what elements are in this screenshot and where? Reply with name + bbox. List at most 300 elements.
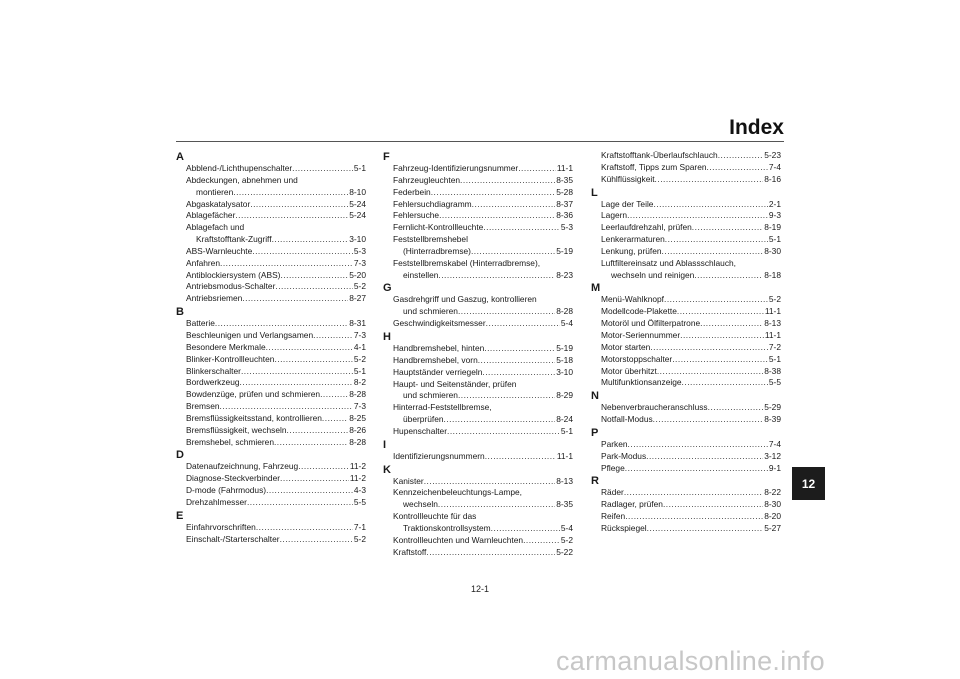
index-entry-page: 5-5 (353, 496, 366, 507)
index-entry[interactable] (591, 451, 781, 463)
index-entry-page: 11-2 (349, 461, 366, 472)
dot-leader (274, 354, 352, 366)
dot-leader (647, 523, 764, 535)
index-entry[interactable] (383, 367, 573, 379)
index-entry-term: Motoröl und Ölfilterpatrone (601, 318, 701, 329)
index-entry-page: 5-1 (768, 353, 781, 364)
index-entry-page: 3-10 (349, 234, 366, 245)
index-entry-page: 5-4 (560, 522, 573, 533)
index-entry-page: 8-23 (556, 269, 573, 280)
index-entry-term: Motorstoppschalter (601, 353, 673, 364)
index-entry-page: 8-13 (764, 318, 781, 329)
dot-leader (320, 389, 348, 401)
index-entry[interactable] (383, 258, 573, 282)
dot-leader (275, 281, 353, 293)
dot-leader (625, 511, 763, 523)
dot-leader (653, 199, 767, 211)
index-entry[interactable] (383, 318, 573, 330)
index-entry-page: 8-18 (764, 269, 781, 280)
index-entry-term: Hauptständer verriegeln (393, 366, 483, 377)
index-entry-page: 3-10 (556, 366, 573, 377)
index-entry-term: Kennzeichenbeleuchtungs-Lampe, (393, 487, 522, 498)
index-entry[interactable] (591, 414, 781, 426)
dot-leader (657, 366, 763, 378)
dot-leader (240, 377, 353, 389)
index-entry-page: 5-28 (556, 186, 573, 197)
index-entry-term: Fernlicht-Kontrollleuchte (393, 222, 484, 233)
index-entry[interactable] (383, 547, 573, 559)
index-entry-page: 5-1 (353, 163, 366, 173)
index-column-2 (383, 150, 573, 558)
index-entry[interactable] (591, 499, 781, 511)
index-entry-page: 5-2 (353, 533, 366, 544)
index-entry-page: 5-1 (768, 234, 781, 245)
index-entry-continuation: und schmieren (403, 390, 458, 401)
index-entry-term: Feststellbremshebel (393, 234, 468, 245)
index-entry-page: 5-1 (353, 365, 366, 376)
index-entry[interactable] (591, 210, 781, 222)
index-entry[interactable] (176, 330, 366, 342)
dot-leader (431, 187, 556, 199)
dot-leader (663, 499, 763, 511)
index-entry-page: 8-22 (764, 487, 781, 498)
index-entry-continuation: montieren (196, 186, 234, 197)
index-entry-page: 8-28 (349, 436, 366, 447)
dot-leader (444, 414, 556, 426)
index-entry-term: Multifunktionsanzeige (601, 377, 682, 388)
dot-leader (523, 535, 560, 547)
index-entry-term: Kraftstofftank-Überlaufschlauch (601, 150, 718, 160)
index-entry[interactable] (591, 402, 781, 414)
index-letter-heading: B (176, 306, 184, 319)
index-entry[interactable] (591, 306, 781, 318)
index-entry-term: Motor-Seriennummer (601, 329, 681, 340)
index-entry[interactable] (383, 535, 573, 547)
index-entry-term: Kanister (393, 475, 424, 486)
index-entry-page: 4-3 (353, 485, 366, 496)
dot-leader (718, 150, 764, 162)
index-entry[interactable] (383, 294, 573, 318)
index-letter-heading: M (591, 282, 601, 295)
index-entry-term: Modellcode-Plakette (601, 306, 677, 317)
index-entry-term: Pflege (601, 462, 625, 473)
dot-leader (682, 377, 768, 389)
index-entry-term: Antiblockiersystem (ABS) (186, 269, 281, 280)
index-entry-page: 8-29 (556, 390, 573, 401)
index-entry[interactable] (176, 293, 366, 305)
index-letter-heading: D (176, 449, 184, 462)
dot-leader (272, 234, 349, 246)
index-entry-term: Kraftstoff, Tipps zum Sparen (601, 161, 707, 172)
index-column-3 (591, 150, 781, 535)
index-entry[interactable] (176, 497, 366, 509)
index-entry[interactable] (383, 343, 573, 355)
index-entry[interactable] (383, 402, 573, 426)
index-entry-term: Kühlflüssigkeit (601, 173, 655, 184)
chapter-tab: 12 (792, 467, 825, 500)
index-entry-term: Bremshebel, schmieren (186, 436, 274, 447)
index-entry-page: 2-1 (768, 198, 781, 209)
index-letter-heading: G (383, 282, 392, 295)
dot-leader (252, 246, 353, 258)
dot-leader (247, 497, 353, 509)
dot-leader (322, 413, 348, 425)
index-entry-page: 5-1 (560, 425, 573, 436)
index-entry-page: 5-24 (349, 210, 366, 221)
index-entry-term: Räder (601, 487, 624, 498)
index-entry[interactable] (383, 210, 573, 222)
index-entry-page: 5-19 (556, 342, 573, 353)
index-entry[interactable] (176, 485, 366, 497)
index-entry[interactable] (176, 175, 366, 199)
index-entry[interactable] (591, 246, 781, 258)
index-entry[interactable] (176, 401, 366, 413)
index-entry-page: 5-2 (560, 534, 573, 545)
index-entry[interactable] (176, 199, 366, 211)
index-entry-term: Hupenschalter (393, 425, 448, 436)
dot-leader (233, 187, 348, 199)
index-entry-term: Blinker-Kontrollleuchten (186, 353, 275, 364)
index-entry[interactable] (591, 330, 781, 342)
index-entry-term: Rückspiegel (601, 522, 647, 533)
index-entry-page: 8-24 (556, 414, 573, 425)
index-entry-term: Park-Modus (601, 450, 647, 461)
index-entry-continuation: wechseln und reinigen (611, 269, 695, 280)
dot-leader (646, 451, 763, 463)
index-entry-page: 5-4 (560, 318, 573, 329)
index-entry[interactable] (176, 318, 366, 330)
index-entry[interactable] (176, 366, 366, 378)
watermark: carmanualsonline.info (556, 646, 825, 676)
index-entry-term: Geschwindigkeitsmesser (393, 318, 486, 329)
dot-leader (458, 390, 555, 402)
dot-leader (625, 463, 768, 475)
index-entry-term: Kontrollleuchte für das (393, 511, 477, 522)
index-entry-page: 8-35 (556, 174, 573, 185)
index-letter-heading: P (591, 426, 599, 439)
index-entry[interactable] (383, 163, 573, 175)
index-entry[interactable] (383, 175, 573, 187)
index-entry[interactable] (591, 463, 781, 475)
index-entry-term: Datenaufzeichnung, Fahrzeug (186, 461, 299, 472)
dot-leader (700, 318, 763, 330)
index-entry[interactable] (591, 294, 781, 306)
index-entry-term: Ablagefach und (186, 222, 245, 233)
index-entry[interactable] (383, 234, 573, 258)
dot-leader (215, 318, 348, 330)
dot-leader (438, 499, 555, 511)
index-entry[interactable] (383, 222, 573, 234)
dot-leader (628, 439, 768, 451)
index-entry-term: Bowdenzüge, prüfen und schmieren (186, 389, 321, 400)
index-entry-term: D-mode (Fahrmodus) (186, 485, 267, 496)
index-entry-term: Reifen (601, 511, 626, 522)
index-entry[interactable] (176, 258, 366, 270)
index-entry[interactable] (591, 523, 781, 535)
index-entry[interactable] (176, 163, 366, 175)
index-entry[interactable] (591, 439, 781, 451)
index-entry-term: Fehlersuche (393, 210, 440, 221)
index-entry-term: Abblend-/Lichthupenschalter (186, 163, 293, 173)
index-entry-term: Kontrollleuchten und Warnleuchten (393, 534, 524, 545)
index-entry-page: 5-2 (353, 281, 366, 292)
index-entry-term: Motor starten (601, 341, 651, 352)
index-entry-term: Identifizierungsnummern (393, 450, 485, 461)
dot-leader (438, 270, 555, 282)
index-entry[interactable] (591, 377, 781, 389)
index-entry[interactable] (176, 377, 366, 389)
index-entry[interactable] (176, 270, 366, 282)
dot-leader (650, 342, 768, 354)
index-entry-term: Haupt- und Seitenständer, prüfen (393, 378, 517, 389)
dot-leader (655, 174, 764, 186)
index-entry-term: ABS-Warnleuchte (186, 245, 253, 256)
index-entry[interactable] (176, 222, 366, 246)
index-entry[interactable] (176, 210, 366, 222)
dot-leader (280, 473, 349, 485)
index-entry-page: 8-37 (556, 198, 573, 209)
dot-leader (447, 426, 560, 438)
index-entry-page: 7-3 (353, 257, 366, 268)
dot-leader (298, 461, 349, 473)
index-entry-page: 5-5 (768, 377, 781, 388)
dot-leader (220, 258, 353, 270)
index-entry[interactable] (383, 451, 573, 463)
index-entry-page: 5-19 (556, 245, 573, 256)
index-entry-page: 8-20 (764, 511, 781, 522)
index-entry-term: Notfall-Modus (601, 414, 653, 425)
index-entry-term: Bremsflüssigkeitsstand, kontrollieren (186, 412, 322, 423)
index-entry-page: 8-2 (353, 377, 366, 388)
index-entry[interactable] (591, 174, 781, 186)
index-entry-continuation: wechseln (403, 499, 438, 510)
index-entry-term: Federbein (393, 186, 431, 197)
index-entry[interactable] (176, 425, 366, 437)
index-entry-continuation: einstellen (403, 269, 439, 280)
index-entry[interactable] (176, 342, 366, 354)
index-entry-continuation: Traktionskontrollsystem (403, 522, 491, 533)
index-entry-page: 8-39 (764, 414, 781, 425)
dot-leader (313, 330, 353, 342)
index-entry[interactable] (383, 379, 573, 403)
index-entry[interactable] (591, 162, 781, 174)
dot-leader (458, 306, 555, 318)
index-entry[interactable] (383, 199, 573, 211)
index-entry-page: 8-13 (556, 475, 573, 486)
index-entry-term: Anfahren (186, 257, 220, 268)
dot-leader (485, 451, 556, 463)
index-entry[interactable] (383, 426, 573, 438)
index-entry-page: 8-28 (556, 306, 573, 317)
index-entry-term: Bordwerkzeug (186, 377, 240, 388)
index-entry-page: 5-3 (560, 222, 573, 233)
index-entry-term: Ablagefächer (186, 210, 236, 221)
index-entry-page: 5-2 (768, 294, 781, 305)
index-entry-term: Fahrzeug-Identifizierungsnummer (393, 163, 519, 173)
index-entry-term: Bremsen (186, 401, 220, 412)
index-entry-page: 11-1 (556, 450, 573, 461)
index-entry-term: Handbremshebel, hinten (393, 342, 485, 353)
index-entry-term: Lenkerarmaturen (601, 234, 665, 245)
dot-leader (235, 210, 348, 222)
index-entry[interactable] (591, 366, 781, 378)
index-entry-term: Lenkung, prüfen (601, 245, 662, 256)
index-entry-page: 8-27 (349, 293, 366, 304)
page-number: 12-1 (470, 584, 489, 594)
index-entry-page: 7-3 (353, 329, 366, 340)
index-entry-term: Fehlersuchdiagramm (393, 198, 472, 209)
index-entry-page: 8-16 (764, 173, 781, 184)
dot-leader (220, 401, 353, 413)
index-entry-term: Einschalt-/Starterschalter (186, 533, 280, 544)
index-entry-page: 5-22 (556, 546, 573, 557)
index-entry-page: 8-25 (349, 412, 366, 423)
index-entry-page: 5-3 (353, 245, 366, 256)
index-entry-page: 8-35 (556, 499, 573, 510)
index-entry-page: 7-4 (768, 161, 781, 172)
dot-leader (280, 534, 353, 546)
dot-leader (424, 476, 556, 488)
index-entry-page: 5-20 (349, 269, 366, 280)
dot-leader (287, 425, 349, 437)
index-entry-term: Gasdrehgriff und Gaszug, kontrollieren (393, 294, 537, 305)
index-entry-page: 8-36 (556, 210, 573, 221)
index-letter-heading: N (591, 390, 599, 403)
dot-leader (694, 270, 763, 282)
dot-leader (242, 293, 348, 305)
dot-leader (266, 342, 353, 354)
index-letter-heading: F (383, 151, 390, 163)
index-entry[interactable] (383, 487, 573, 511)
index-letter-heading: H (383, 330, 391, 343)
dot-leader (484, 343, 555, 355)
dot-leader (518, 163, 556, 175)
index-entry-term: Batterie (186, 318, 215, 329)
index-entry-page: 5-18 (556, 354, 573, 365)
index-entry-page: 11-2 (349, 473, 366, 484)
index-entry-term: Fahrzeugleuchten (393, 174, 461, 185)
index-entry-page: 11-1 (764, 329, 781, 340)
index-entry[interactable] (176, 437, 366, 449)
dot-leader (241, 366, 353, 378)
index-entry[interactable] (383, 355, 573, 367)
index-letter-heading: A (176, 151, 184, 163)
index-entry[interactable] (176, 461, 366, 473)
index-entry[interactable] (383, 187, 573, 199)
index-entry-term: Beschleunigen und Verlangsamen (186, 329, 314, 340)
index-entry[interactable] (591, 318, 781, 330)
index-entry-page: 5-23 (764, 150, 781, 160)
index-entry-page: 8-38 (764, 365, 781, 376)
index-entry-term: Kraftstoff (393, 546, 427, 557)
index-entry[interactable] (383, 476, 573, 488)
index-entry-continuation: Kraftstofftank-Zugriff (196, 234, 272, 245)
index-entry[interactable] (591, 150, 781, 162)
index-entry-term: Drehzahlmesser (186, 496, 247, 507)
dot-leader (472, 199, 556, 211)
dot-leader (677, 306, 764, 318)
index-entry[interactable] (176, 246, 366, 258)
index-entry-term: Motor überhitzt (601, 365, 657, 376)
header-rule (176, 141, 784, 142)
index-entry-term: Antriebsmodus-Schalter (186, 281, 276, 292)
index-entry-continuation: (Hinterradbremse) (403, 245, 471, 256)
index-entry[interactable] (383, 511, 573, 535)
index-entry-term: Lage der Teile (601, 198, 654, 209)
index-entry-term: Radlager, prüfen (601, 499, 663, 510)
dot-leader (439, 210, 555, 222)
index-entry[interactable] (176, 413, 366, 425)
dot-leader (292, 163, 353, 175)
index-entry[interactable] (591, 487, 781, 499)
index-letter-heading: R (591, 475, 599, 488)
index-entry[interactable] (591, 199, 781, 211)
dot-leader (624, 487, 763, 499)
index-entry[interactable] (591, 234, 781, 246)
index-entry-page: 8-30 (764, 499, 781, 510)
dot-leader (662, 246, 764, 258)
index-entry[interactable] (591, 258, 781, 282)
index-entry-page: 5-29 (764, 402, 781, 413)
dot-leader (707, 162, 768, 174)
index-entry[interactable] (176, 534, 366, 546)
index-entry-page: 9-1 (768, 462, 781, 473)
index-entry-page: 4-1 (353, 341, 366, 352)
index-entry-page: 8-28 (349, 389, 366, 400)
index-entry-term: Bremsflüssigkeit, wechseln (186, 424, 287, 435)
index-entry[interactable] (176, 281, 366, 293)
index-entry-term: Feststellbremskabel (Hinterradbremse), (393, 257, 541, 268)
dot-leader (664, 294, 768, 306)
index-entry-continuation: und schmieren (403, 306, 458, 317)
index-entry-term: Nebenverbraucheranschluss (601, 402, 708, 413)
index-entry-page: 7-1 (353, 521, 366, 532)
index-entry[interactable] (176, 354, 366, 366)
index-entry[interactable] (176, 473, 366, 485)
index-entry[interactable] (591, 342, 781, 354)
index-letter-heading: L (591, 186, 598, 199)
index-entry-page: 11-1 (556, 163, 573, 173)
index-column-1 (176, 150, 366, 545)
dot-leader (486, 318, 560, 330)
index-entry-term: Luftfiltereinsatz und Ablassschlauch, (601, 257, 737, 268)
index-letter-heading: I (383, 438, 387, 451)
index-entry-term: Blinkerschalter (186, 365, 241, 376)
dot-leader (653, 414, 764, 426)
dot-leader (266, 485, 353, 497)
index-entry[interactable] (591, 511, 781, 523)
dot-leader (680, 330, 764, 342)
index-entry-page: 8-31 (349, 318, 366, 329)
index-entry[interactable] (591, 222, 781, 234)
dot-leader (708, 402, 764, 414)
page-title: Index (729, 116, 784, 139)
dot-leader (627, 210, 768, 222)
index-entry[interactable] (176, 522, 366, 534)
dot-leader (280, 270, 348, 282)
index-entry-term: Hinterrad-Feststellbremse, (393, 402, 492, 413)
dot-leader (478, 355, 556, 367)
index-entry-page: 8-30 (764, 245, 781, 256)
index-entry-term: Antriebsriemen (186, 293, 243, 304)
dot-leader (665, 234, 768, 246)
index-entry-term: Besondere Merkmale (186, 341, 266, 352)
dot-leader (482, 367, 555, 379)
index-entry-page: 8-10 (349, 186, 366, 197)
index-entry[interactable] (591, 354, 781, 366)
index-entry[interactable] (176, 389, 366, 401)
dot-leader (672, 354, 768, 366)
